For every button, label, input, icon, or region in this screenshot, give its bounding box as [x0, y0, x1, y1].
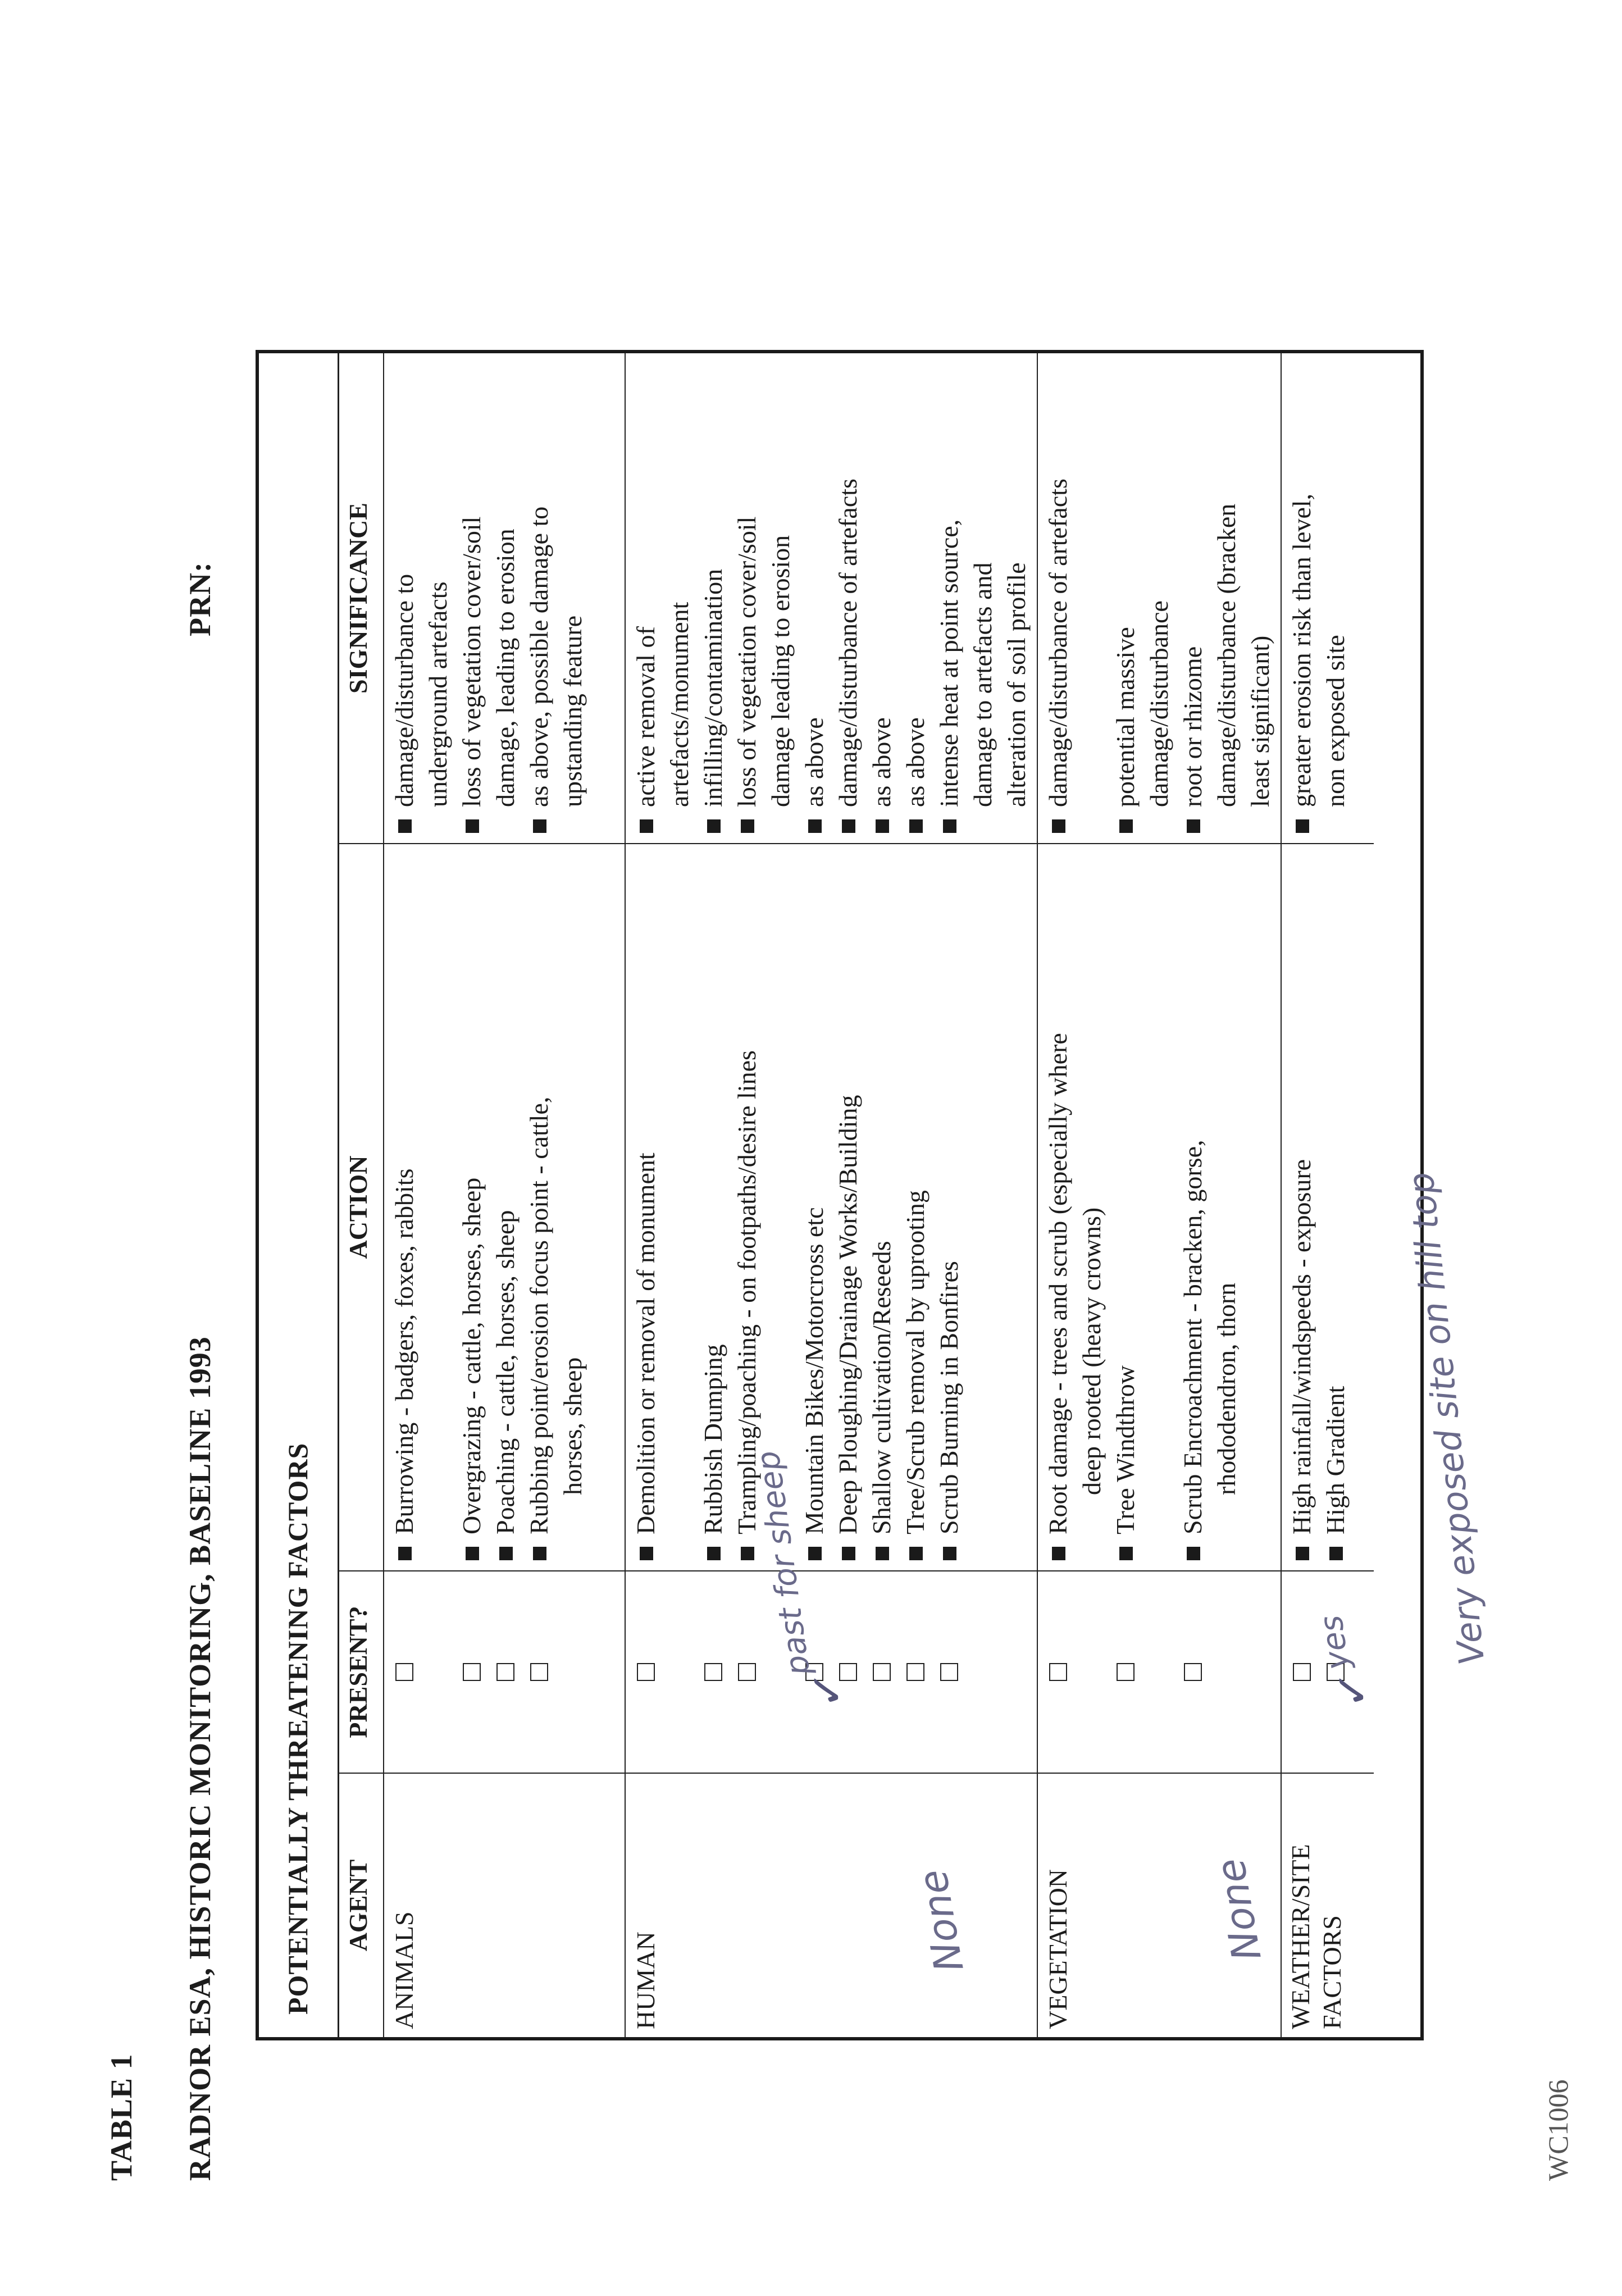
threat-factors-box	[256, 350, 1424, 2040]
significance-item-continued: artefacts/monument	[665, 602, 694, 807]
section-title: POTENTIALLY THREATENING FACTORS	[282, 1442, 313, 2015]
action-item: Burrowing - badgers, foxes, rabbits	[388, 852, 421, 1562]
present-checkbox[interactable]	[637, 1663, 655, 1681]
action-item: Rubbish Dumping	[696, 852, 730, 1562]
present-checkbox[interactable]	[738, 1663, 756, 1681]
prn-label: PRN:	[183, 562, 217, 636]
significance-item: damage/disturbance to	[388, 361, 421, 835]
significance-item-continued: non exposed site	[1321, 635, 1350, 807]
action-item: Poaching - cattle, horses, sheep	[489, 852, 522, 1562]
action-cell	[625, 844, 1037, 1571]
present-checkbox[interactable]	[530, 1663, 548, 1681]
significance-item-continued: underground artefacts	[423, 581, 452, 807]
action-item-continued: rhododendron, thorn	[1212, 1282, 1241, 1495]
significance-cell	[1281, 353, 1374, 844]
significance-item: root or rhizome	[1176, 361, 1210, 835]
significance-item: as above	[865, 361, 899, 835]
column-header-agent: AGENT	[339, 1773, 384, 2037]
table-row-weather	[1281, 353, 1374, 2037]
action-item: Shallow cultivation/Reseeds	[865, 852, 899, 1562]
action-item: Demolition or removal of monument	[629, 852, 663, 1562]
action-item: Trampling/poaching - on footpaths/desire lines	[730, 852, 764, 1562]
significance-item: infilling/contamination	[696, 361, 730, 835]
action-cell	[384, 844, 625, 1571]
checkmark-icon: ✓	[1326, 1670, 1378, 1709]
handwritten-note-vegetation: None	[1207, 1855, 1270, 1964]
threat-factors-table	[338, 353, 1374, 2037]
present-cell	[1037, 1571, 1281, 1773]
action-item: Root damage - trees and scrub (especially where	[1041, 852, 1075, 1562]
agent-cell: WEATHER/SITE FACTORS	[1281, 1773, 1374, 2037]
handwritten-note-weather: yes	[1313, 1613, 1357, 1672]
handwritten-margin-note: Very exposed site on hill top	[1400, 1170, 1493, 1667]
present-checkbox[interactable]	[395, 1663, 413, 1681]
column-header-significance: SIGNIFICANCE	[339, 353, 384, 844]
present-checkbox[interactable]	[1117, 1663, 1135, 1681]
present-checkbox[interactable]	[1184, 1663, 1202, 1681]
table-header-row	[339, 353, 384, 2037]
significance-item-continued: least significant)	[1246, 635, 1274, 807]
action-item: Deep Ploughing/Drainage Works/Building	[831, 852, 865, 1562]
action-cell	[1281, 844, 1374, 1571]
significance-item: loss of vegetation cover/soil	[730, 361, 764, 835]
page-heading: RADNOR ESA, HISTORIC MONITORING, BASELINE 1993	[183, 1336, 217, 2181]
action-item: Scrub Burning in Bonfires	[932, 852, 966, 1562]
column-header-present: PRESENT?	[339, 1571, 384, 1773]
present-checkbox[interactable]	[940, 1663, 958, 1681]
significance-cell	[625, 353, 1037, 844]
significance-item-continued: damage/disturbance (bracken	[1212, 503, 1241, 807]
significance-item-continued: upstanding feature	[558, 615, 587, 807]
significance-cell	[1037, 353, 1281, 844]
action-item-continued: horses, sheep	[558, 1357, 587, 1495]
action-cell	[1037, 844, 1281, 1571]
present-checkbox[interactable]	[463, 1663, 481, 1681]
present-checkbox[interactable]	[704, 1663, 722, 1681]
action-item: Rubbing point/erosion focus point - cattle,	[522, 852, 556, 1562]
significance-item: damage/disturbance of artefacts	[1041, 361, 1075, 835]
significance-item-continued: damage, leading to erosion	[491, 529, 520, 807]
significance-item: active removal of	[629, 361, 663, 835]
significance-item-continued: damage to artefacts and	[968, 562, 997, 807]
significance-item: intense heat at point source,	[932, 361, 966, 835]
action-item: Tree Windthrow	[1109, 852, 1142, 1562]
significance-item-continued: alteration of soil profile	[1002, 562, 1031, 807]
significance-item: damage/disturbance of artefacts	[831, 361, 865, 835]
form-code: WC1006	[1542, 2079, 1574, 2181]
significance-item: loss of vegetation cover/soil	[455, 361, 489, 835]
significance-item-continued: damage leading to erosion	[766, 535, 795, 807]
significance-item: as above, possible damage to	[522, 361, 556, 835]
present-checkbox[interactable]	[1293, 1663, 1311, 1681]
column-header-action: ACTION	[339, 844, 384, 1571]
agent-cell: VEGETATION	[1037, 1773, 1281, 2037]
significance-cell	[384, 353, 625, 844]
table-number: TABLE 1	[104, 2053, 138, 2181]
action-item-continued: deep rooted (heavy crowns)	[1077, 1207, 1106, 1495]
action-item: High Gradient	[1319, 852, 1352, 1562]
table-row-animals	[384, 353, 625, 2037]
present-checkbox[interactable]	[873, 1663, 891, 1681]
significance-item: as above	[899, 361, 932, 835]
handwritten-note-animals: past for sheep	[749, 1448, 818, 1678]
significance-item: potential massive	[1109, 361, 1142, 835]
significance-item: greater erosion risk than level,	[1285, 361, 1319, 835]
action-item: Tree/Scrub removal by uprooting	[899, 852, 932, 1562]
agent-cell: HUMAN	[625, 1773, 1037, 2037]
action-item: Overgrazing - cattle, horses, sheep	[455, 852, 489, 1562]
present-cell	[384, 1571, 625, 1773]
table-row-vegetation	[1037, 353, 1281, 2037]
significance-item: as above	[798, 361, 831, 835]
action-item: Scrub Encroachment - bracken, gorse,	[1176, 852, 1210, 1562]
checkmark-icon: ✓	[801, 1670, 853, 1709]
table-row-human	[625, 353, 1037, 2037]
present-checkbox[interactable]	[906, 1663, 924, 1681]
agent-cell: ANIMALS	[384, 1773, 625, 2037]
present-checkbox[interactable]	[1049, 1663, 1067, 1681]
handwritten-note-human: None	[909, 1866, 973, 1975]
present-checkbox[interactable]	[496, 1663, 514, 1681]
action-item: High rainfall/windspeeds - exposure	[1285, 852, 1319, 1562]
action-item: Mountain Bikes/Motorcross etc	[798, 852, 831, 1562]
significance-item-continued: damage/disturbance	[1145, 600, 1173, 807]
